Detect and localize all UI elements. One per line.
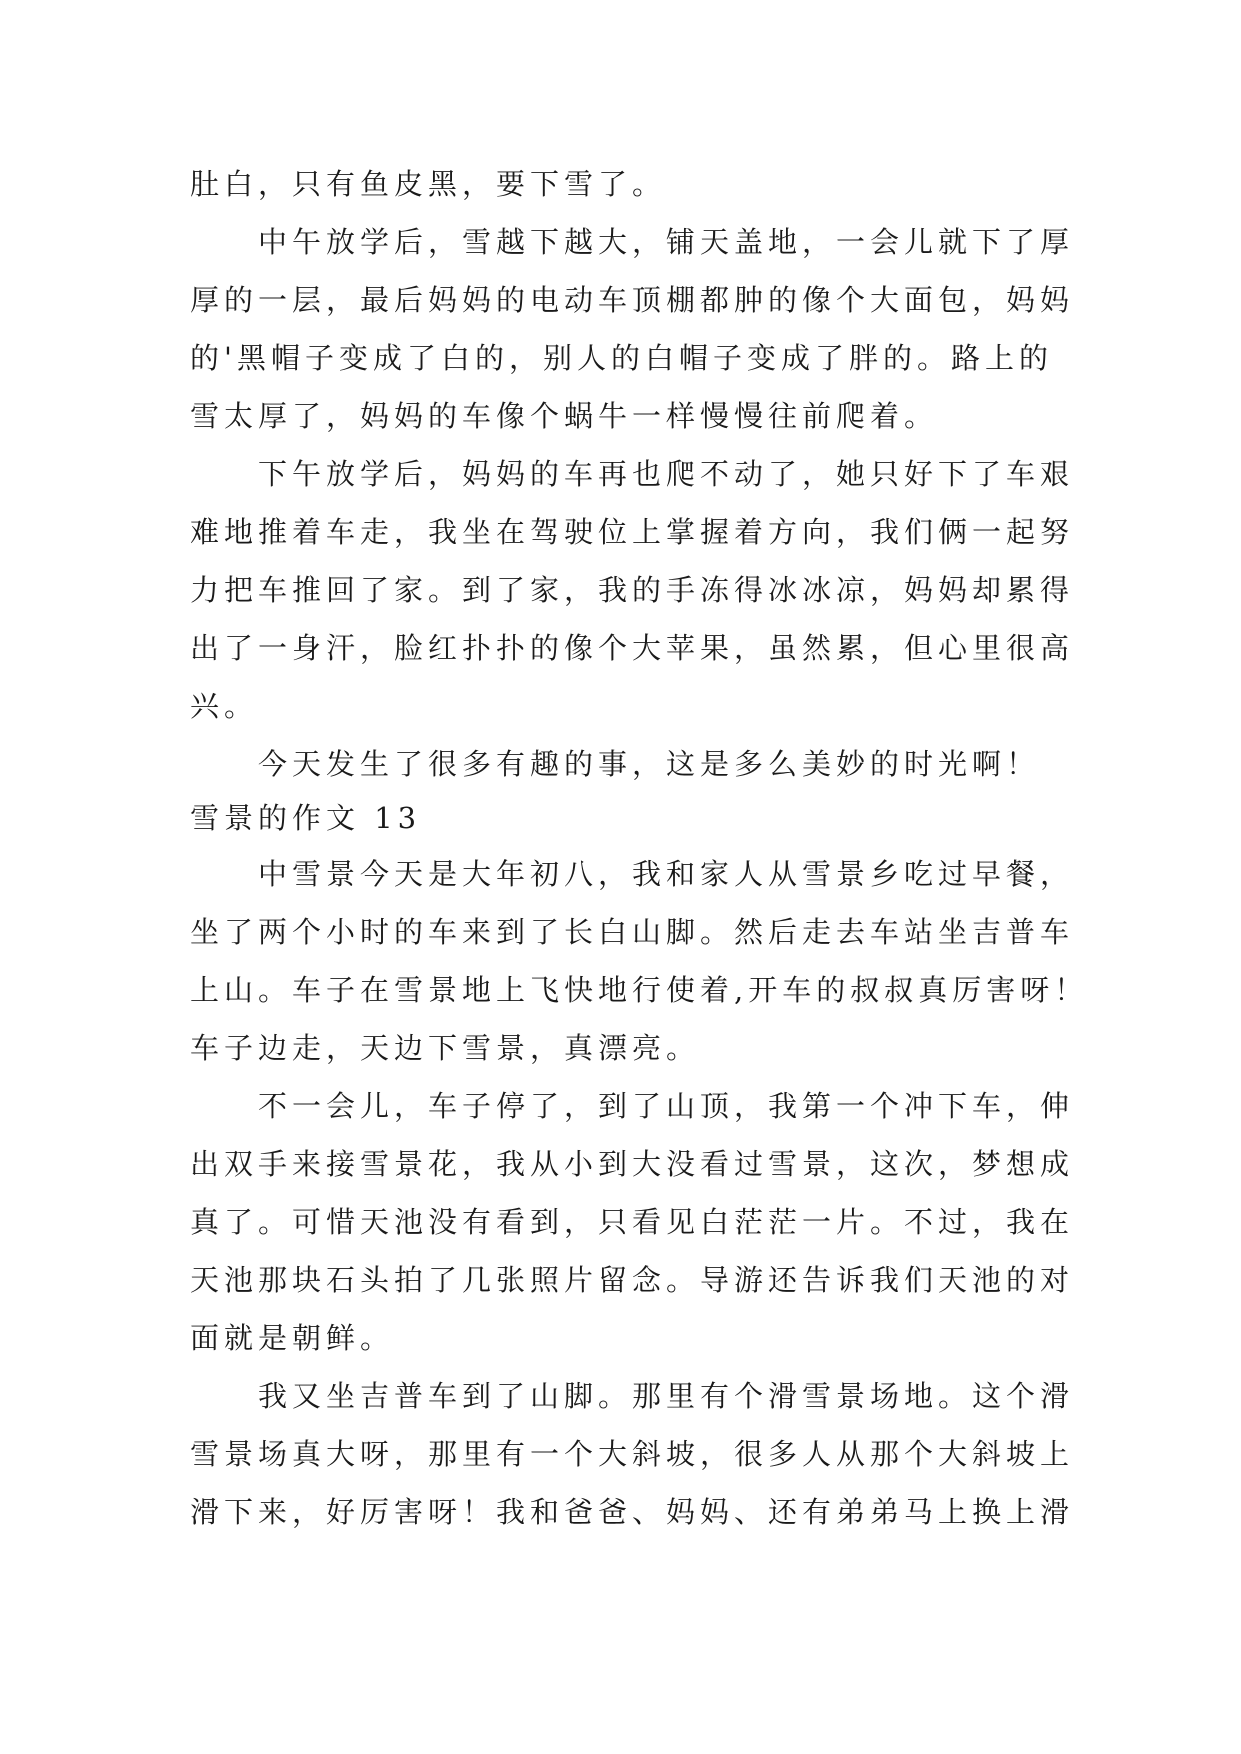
text-line: 力把车推回了家。到了家，我的手冻得冰冰凉，妈妈却累得 bbox=[190, 573, 1075, 607]
text-line: 上山。车子在雪景地上飞快地行使着,开车的叔叔真厉害呀！ bbox=[190, 973, 1089, 1007]
text-line: 出了一身汗，脸红扑扑的像个大苹果，虽然累，但心里很高 bbox=[190, 631, 1075, 665]
paragraph-start-line: 我又坐吉普车到了山脚。那里有个滑雪景场地。这个滑 bbox=[258, 1379, 1075, 1413]
text-line: 的'黑帽子变成了白的，别人的白帽子变成了胖的。路上的 bbox=[190, 341, 1053, 375]
text-line: 车子边走，天边下雪景，真漂亮。 bbox=[190, 1031, 701, 1065]
paragraph-start-line: 下午放学后，妈妈的车再也爬不动了，她只好下了车艰 bbox=[258, 457, 1075, 491]
text-line: 出双手来接雪景花，我从小到大没看过雪景，这次，梦想成 bbox=[190, 1147, 1075, 1181]
text-line: 厚的一层，最后妈妈的电动车顶棚都肿的像个大面包，妈妈 bbox=[190, 283, 1075, 317]
paragraph-start-line: 不一会儿，车子停了，到了山顶，我第一个冲下车，伸 bbox=[258, 1089, 1075, 1123]
paragraph-start-line: 中雪景今天是大年初八，我和家人从雪景乡吃过早餐， bbox=[258, 857, 1075, 891]
text-line: 兴。 bbox=[190, 689, 259, 723]
text-line: 面就是朝鲜。 bbox=[190, 1321, 395, 1355]
text-line: 滑下来，好厉害呀！我和爸爸、妈妈、还有弟弟马上换上滑 bbox=[190, 1495, 1075, 1529]
essay-heading: 雪景的作文 13 bbox=[190, 801, 422, 835]
text-line: 坐了两个小时的车来到了长白山脚。然后走去车站坐吉普车 bbox=[190, 915, 1075, 949]
text-line: 肚白，只有鱼皮黑，要下雪了。 bbox=[190, 167, 667, 201]
essay-body bbox=[190, 155, 1089, 1541]
paragraph-start-line: 中午放学后，雪越下越大，铺天盖地，一会儿就下了厚 bbox=[258, 225, 1075, 259]
text-line: 天池那块石头拍了几张照片留念。导游还告诉我们天池的对 bbox=[190, 1263, 1075, 1297]
text-line: 难地推着车走，我坐在驾驶位上掌握着方向，我们俩一起努 bbox=[190, 515, 1075, 549]
text-line: 雪太厚了，妈妈的车像个蜗牛一样慢慢往前爬着。 bbox=[190, 399, 939, 433]
text-line: 真了。可惜天池没有看到，只看见白茫茫一片。不过，我在 bbox=[190, 1205, 1075, 1239]
text-line: 雪景场真大呀，那里有一个大斜坡，很多人从那个大斜坡上 bbox=[190, 1437, 1075, 1471]
paragraph-start-line: 今天发生了很多有趣的事，这是多么美妙的时光啊！ bbox=[258, 747, 1041, 781]
